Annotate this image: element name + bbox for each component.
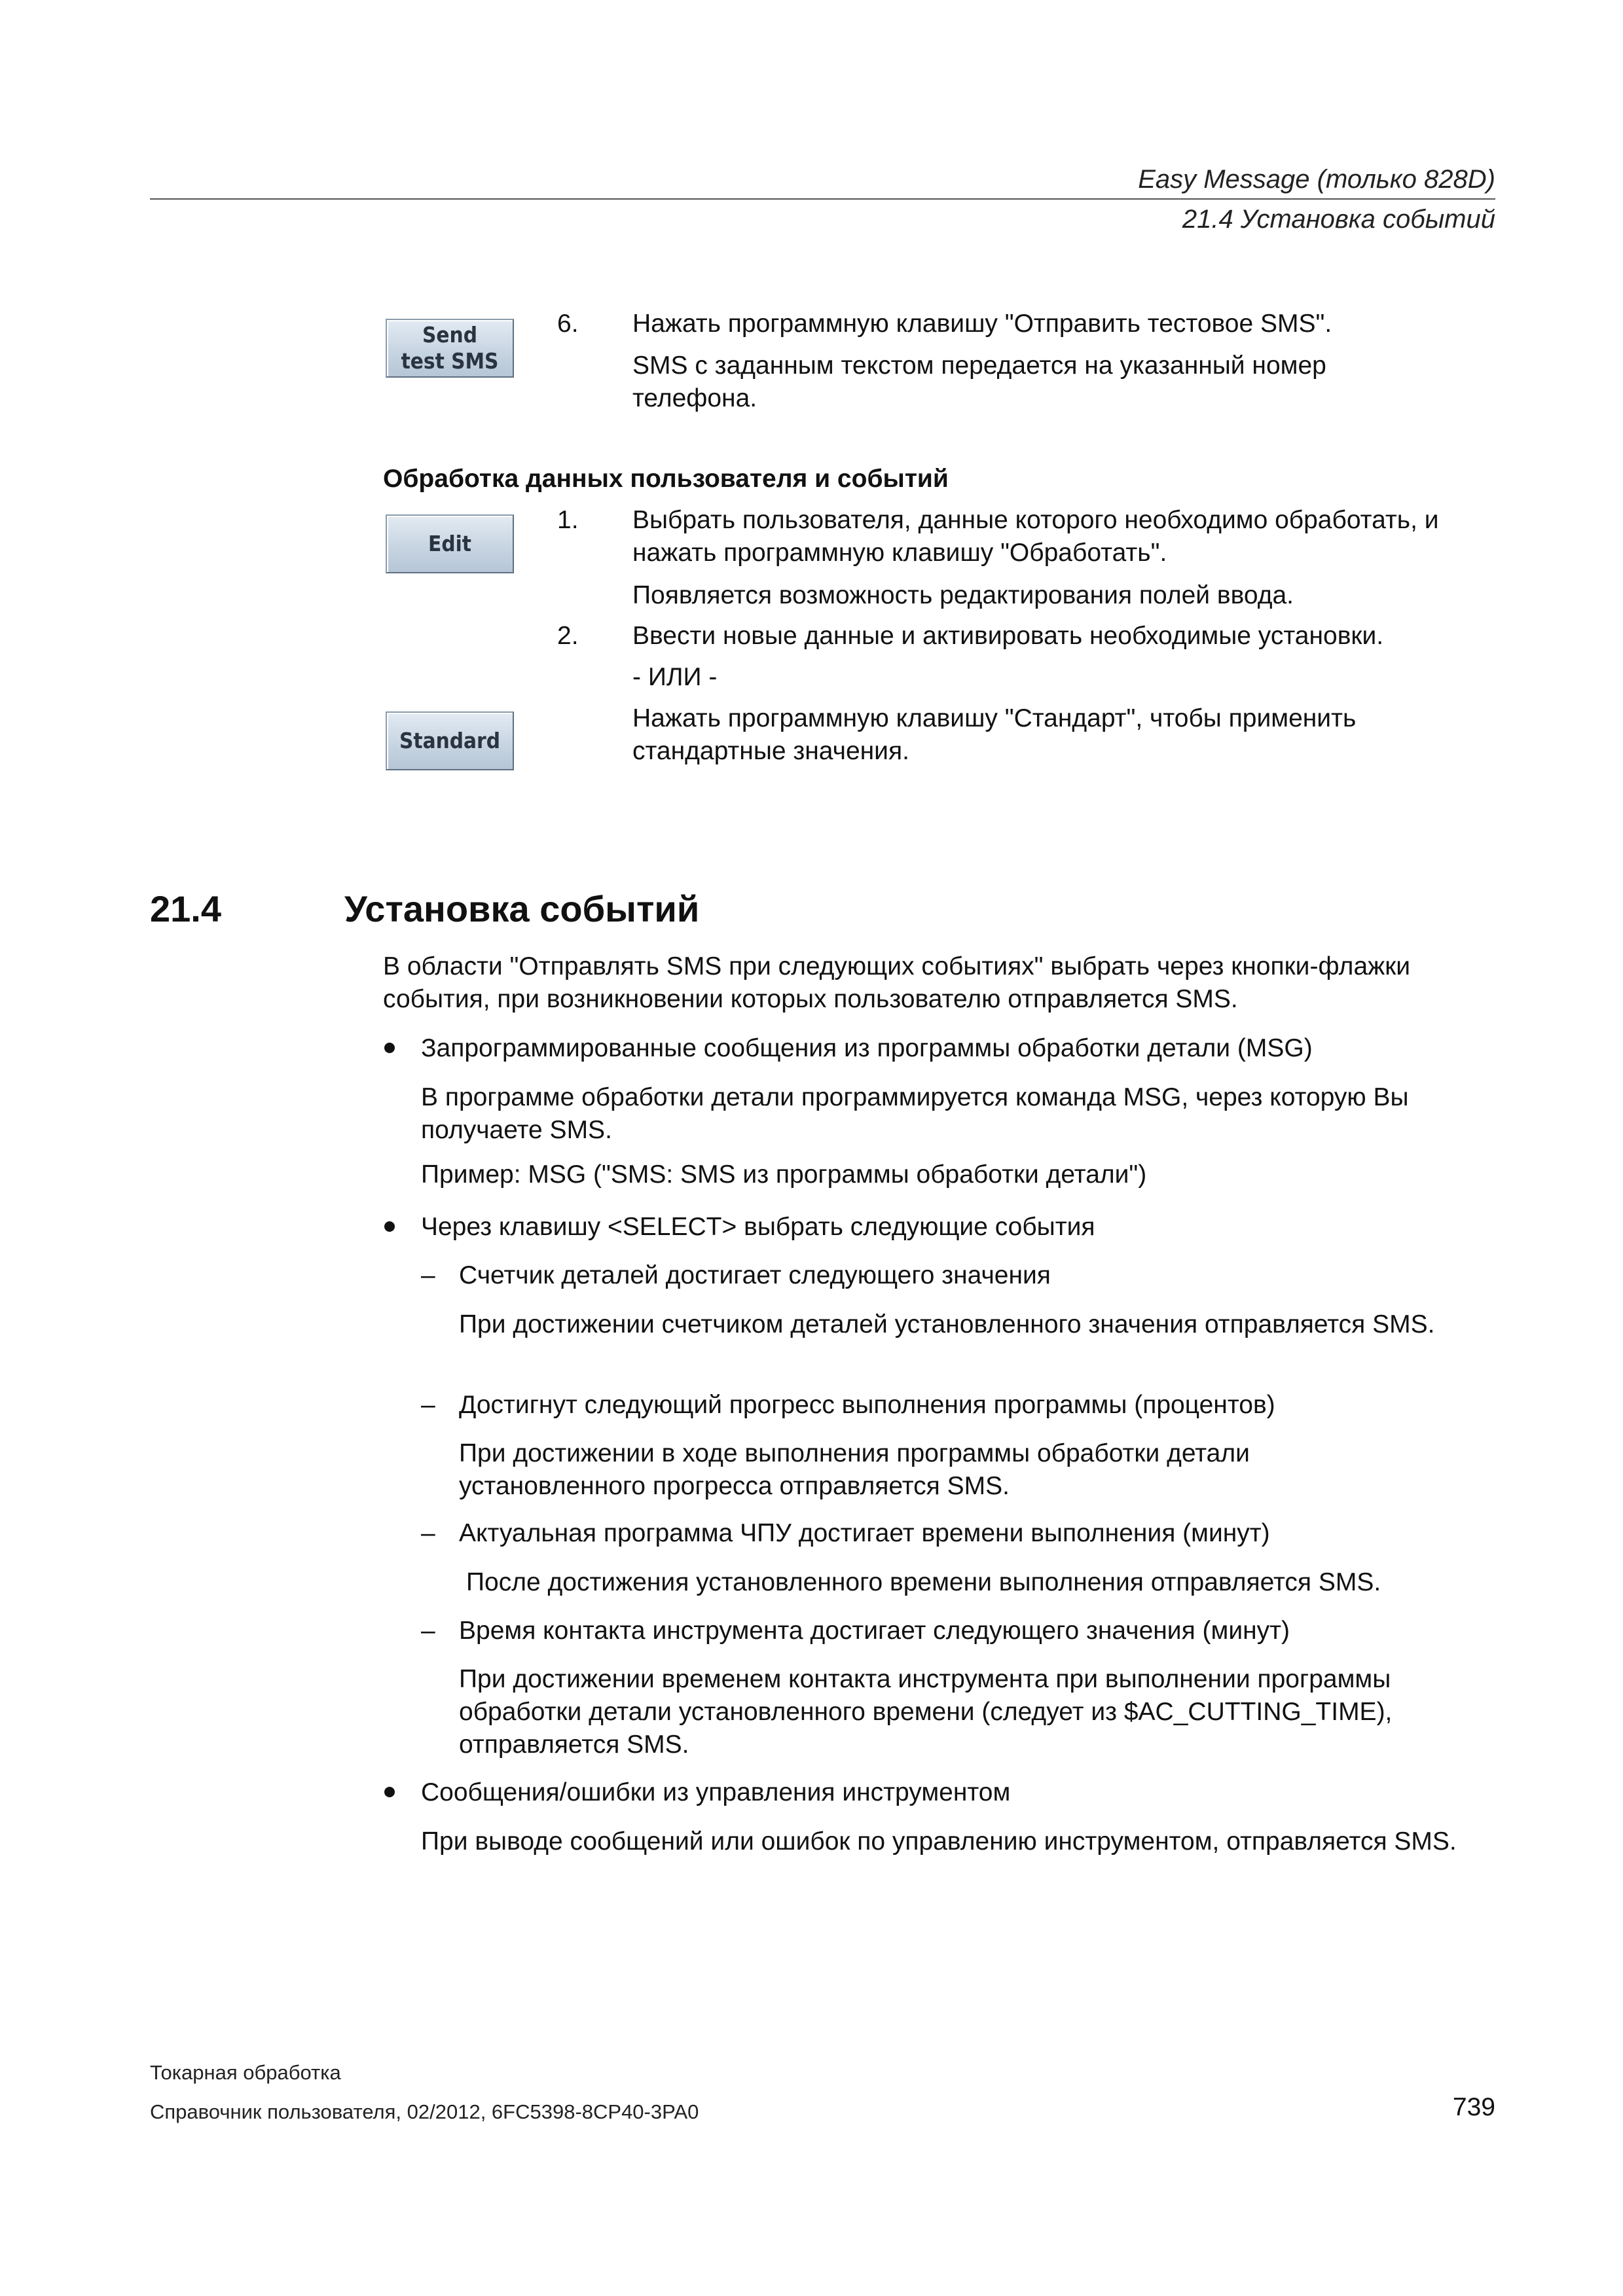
standard-softkey[interactable]: Standard (386, 711, 514, 770)
page-number: 739 (1452, 2093, 1495, 2121)
step-number: 6. (557, 310, 579, 338)
send-test-sms-softkey[interactable]: Send test SMS (386, 319, 514, 378)
bullet-paragraph: Пример: MSG ("SMS: SMS из программы обработки детали") (421, 1160, 1147, 1189)
step-result: Появляется возможность редактирования полей ввода. (632, 581, 1294, 609)
edit-softkey[interactable]: Edit (386, 514, 514, 573)
dash-item-text: Актуальная программа ЧПУ достигает времени выполнения (минут) (459, 1519, 1270, 1547)
header-rule (150, 198, 1495, 200)
intro-paragraph: В области "Отправлять SMS при следующих событиях" выбрать через кнопки-флажки события, при возникновении которых пользователю отправляется SMS. (383, 952, 1411, 1013)
step-result: SMS с заданным текстом передается на указанный номер телефона. (632, 351, 1326, 412)
dash-item-paragraph: При достижении временем контакта инструмента при выполнении программы обработки детали установленного времени (следует из $AC_CUTTING_TIME), отправляется SMS. (459, 1665, 1393, 1759)
step-number: 2. (557, 622, 579, 650)
step-text: Ввести новые данные и активировать необходимые установки. (632, 622, 1384, 650)
step-text: Нажать программную клавишу "Отправить тестовое SMS". (632, 310, 1332, 338)
bullet-paragraph: В программе обработки детали программируется команда MSG, через которую Вы получаете SMS. (421, 1083, 1409, 1144)
bullet-text: Через клавишу <SELECT> выбрать следующие события (421, 1213, 1095, 1241)
running-header-chapter: Easy Message (только 828D) (1138, 165, 1495, 194)
dash-marker: – (421, 1261, 435, 1289)
subheading: Обработка данных пользователя и событий (383, 465, 949, 493)
step-text: Нажать программную клавишу "Стандарт", чтобы применить стандартные значения. (632, 704, 1357, 765)
step-number: 1. (557, 506, 579, 534)
dash-item-paragraph: При достижении счетчиком деталей установленного значения отправляется SMS. (459, 1310, 1435, 1338)
bullet-paragraph: При выводе сообщений или ошибок по управлению инструментом, отправляется SMS. (421, 1827, 1457, 1856)
dash-item-text: Достигнут следующий прогресс выполнения программы (процентов) (459, 1391, 1275, 1419)
dash-item-text: Счетчик деталей достигает следующего значения (459, 1261, 1051, 1289)
footer-product: Токарная обработка (150, 2061, 341, 2084)
dash-marker: – (421, 1391, 435, 1419)
section-title: Установка событий (344, 888, 700, 929)
bullet-icon (384, 1787, 395, 1797)
section-number: 21.4 (150, 888, 221, 929)
bullet-icon (384, 1043, 395, 1053)
bullet-icon (384, 1221, 395, 1232)
bullet-text: Сообщения/ошибки из управления инструментом (421, 1778, 1011, 1806)
dash-item-paragraph: После достижения установленного времени выполнения отправляется SMS. (466, 1568, 1381, 1596)
step-text: Выбрать пользователя, данные которого необходимо обработать, и нажать программную клавишу "Обработать". (632, 506, 1439, 567)
bullet-text: Запрограммированные сообщения из программы обработки детали (MSG) (421, 1034, 1313, 1062)
running-header-section: 21.4 Установка событий (1182, 205, 1495, 234)
dash-marker: – (421, 1519, 435, 1547)
dash-item-text: Время контакта инструмента достигает следующего значения (минут) (459, 1617, 1290, 1645)
footer-manual-info: Справочник пользователя, 02/2012, 6FC5398-8CP40-3PA0 (150, 2100, 699, 2123)
dash-item-paragraph: При достижении в ходе выполнения программы обработки детали установленного прогресса отправляется SMS. (459, 1439, 1250, 1500)
or-separator: - ИЛИ - (632, 663, 718, 691)
dash-marker: – (421, 1617, 435, 1645)
